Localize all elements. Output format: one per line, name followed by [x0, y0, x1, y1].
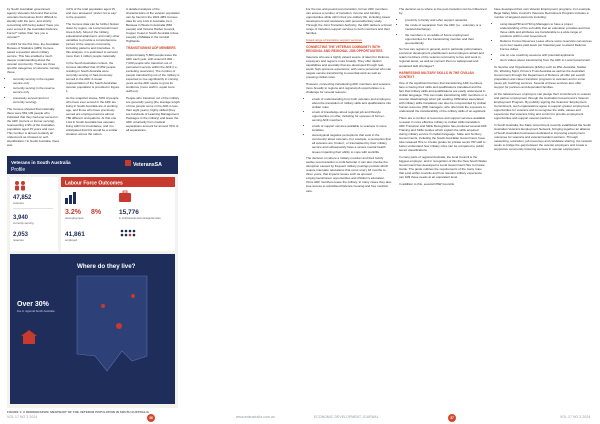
program-element-item: • one on one coaching sessions with potential applicants	[500, 53, 592, 57]
challenge-item: • stereotypical negative perceptions that exist in the community about veterans. For example, a perception that all veterans are ‘broken’, or traumatised by their military service and subsequently have a severe mental health issues impacting their ability to cope with work/life.	[312, 133, 392, 153]
program-element-list	[494, 22, 592, 63]
program-element-item: • using ideas/HR and Hiring Managers to have a proper understanding of the soft skills that an education provides and how those skills and attributes are transferable to a wide range of positions within Local Government	[500, 22, 592, 38]
left-col2-paragraph: 4.0% of the total population aged 15 and over answered “prefer not to say” to the question.	[66, 7, 117, 20]
left-col3-paragraph: A detailed analysis of the characteristics of the veteran population can be found in the 2021 ABS Census data for any LGA in Australia, be it Barossa in Western Australia (650 people) and Victoria Harbor Council, Copper Coast in South Australia (close people) of Mallala in the Central Highlands.	[126, 7, 180, 44]
right-col1-paragraph: However, connecting transitioning ADF members and veterans more broadly to regions and regional job opportunities is a challenge for several reasons:	[306, 82, 391, 95]
influence-list	[399, 18, 487, 45]
where-value: Over 30%	[17, 301, 49, 308]
volume-left: VOL 17 NO 3 2024	[7, 415, 38, 419]
veterans-infographic	[7, 156, 178, 408]
labour-stat-3-value: 41,861	[65, 231, 85, 238]
section-heading-connecting: CONNECTING THE VETERAN COMMUNITY WITH REGIONAL AND REGIONAL JOB OPPORTUNITIES	[306, 44, 383, 54]
infographic-graphic	[7, 156, 178, 408]
influence-item: • the mode of separation from the ADF (i.e., voluntary or a medical discharge)	[405, 23, 487, 31]
labour-stat-3-label: employed	[65, 238, 78, 242]
right-column-1	[306, 7, 392, 195]
stat-serving-value: 3,940	[13, 215, 29, 221]
section-heading-harnessing: HARNESSING MILITARY SKILLS IN THE CIVILIAN CONTEXT	[399, 70, 474, 79]
stat-serving-label: currently serving	[13, 221, 34, 225]
right-column-3	[494, 7, 592, 154]
left-col1-paragraph: In 2021 for the first time, the Australian Bureau of Statistics (ABS) Census asked a question about military service. This has enabled a much deeper understanding about the veteran community. There are three specific categories of veterans, namely those:	[7, 41, 60, 75]
where-label: live in regional South Australia	[17, 309, 55, 313]
right-col1-paragraph: The decision on where a military member and their family settles post-transition is multi-factorial. It can also involve the disruption caused by frequent military postings periods which require interstate relocations that occur every 18 months to three years, that impacts issues such as spousal employment/career opportunities and children’s education. Once ADF members leave the military, in many cases they also lose access to subsidised Defence housing and free medical care.	[306, 156, 392, 193]
page-number-left: 36	[147, 414, 155, 422]
volume-right: VOL 17 NO 3 2024	[560, 415, 591, 419]
right-col2-paragraph: The decision as to where to live post-transition can be influenced by:	[399, 7, 487, 16]
right-col1-paragraph: For the two-and-pound post-transition, former ADF members can access a number of transition, income and funding opportunities while still in their pre-military life, including career development and assistance with personal/tertiary study. Through the Joint Transition Authority, the ADF delivers a broad range of transition support services to both members and their families.	[306, 7, 392, 36]
where-title: Where do they live?	[77, 263, 136, 270]
left-col1-paragraph: by South Australian government agency Veterans SA found that some veterans themselves find it difficult to identify with the term, and shortly recounting with being asked “have you ever served in the Australian Defence Force?” rather than “are you a veteran?”	[7, 7, 59, 40]
challenge-list	[306, 97, 392, 154]
infographic-title: Veterans in South Australia	[11, 160, 71, 165]
left-col3-paragraph: People who transition out of the military are generally young (the average length of time people serve in the ADF is less than eight years), highly skilled (they are hundreds of Learning Management Packages in the military) and leave the ADF voluntarily from medical separations account for around 70% of all separations.	[126, 95, 180, 132]
right-col2-paragraph: One of the significant barriers that transitioning ADF members face is having their skills and qualifications translated and the fact that military skills and qualifications are easily understood in civilian language. This can make transitioning ADF members or a veteran disadvantage when job seeking. Difficulties associated with military skills translation can also be compounded by civilian human resource (HR) managers, who often lack the exposure to understand the transferability of the military skills of an applicant.	[399, 80, 487, 114]
right-column-2	[399, 7, 487, 188]
infographic-subtitle: Profile	[11, 167, 26, 173]
labour-stat-1-label: unemployment	[65, 216, 84, 220]
figure-caption: FIGURE 1: A DEMOGRAPHIC SNAPSHOT OF THE VETERAN POPULATION IN SOUTH AUSTRALIA	[7, 410, 149, 414]
brand-name: VeteransSA	[133, 162, 162, 168]
left-column-2	[66, 7, 120, 139]
challenge-item: • a lack of support services available to veterans in some localities	[312, 124, 392, 132]
right-col3-paragraph: In South Australia, the State Government recently established the South Australian Veterans Employment Network, bringing together an alliance of South Australian businesses dedicated to improving employment outcomes for veterans and veteran/resident partners. Through networking, education, job resources and candidate sharing, the network seeks to bridge the gap between the veteran employers and create a supportive community fostering success in veteran employment.	[494, 122, 592, 151]
right-col2-paragraph: In addition to this, several NSW Councils	[399, 181, 455, 186]
stat-veterans-label: veterans	[13, 201, 24, 205]
influence-item: • proximity to family and other support networks	[405, 18, 487, 22]
left-col2-paragraph: In the South Australian context, the Census identified that 47,852 people residing in South Australia were currently serving or had previously served in the ADF. A visual representation of the South Australian veteran population is provided in Figure 1.	[66, 60, 120, 94]
veteran-category-item: • currently serving in the reserve service only	[13, 86, 60, 94]
labour-stat-4-label: in professional and managerial roles	[119, 217, 161, 220]
program-element-item: • Defence Forces Reserves Leave where some reservists can access up to four weeks paid leave per financial year to attend Defence Forces duties	[500, 39, 592, 51]
veteran-category-list	[7, 77, 60, 104]
right-col3-paragraph: have developed their own Veteran Employment programs. For example, Bega Valley Shire Council’s Veterans Recruitment Program includes a number of targeted elements including:	[494, 7, 592, 20]
right-col2-paragraph: In many parts of regional Australia, the local Council is the biggest employer, and in recognition of this the New South Wales Government has developed a Local Government Hire to Create Guide. The guide outlines the requirements of the many roles that exist within councils and how relevant military experience can fulfil these needs at an equivalent level.	[399, 154, 487, 179]
left-column-3	[126, 7, 180, 135]
stat-reserves-value: 2,053	[13, 232, 29, 238]
stat-reserves-label: reserves	[13, 238, 24, 242]
labour-stat-1-value: 3.2%	[65, 209, 81, 216]
program-element-item: • short videos about transitioning from the ADF to Local Government.	[500, 58, 592, 62]
labour-force-title: Labour Force Outcomes	[65, 180, 123, 187]
transition-support-link[interactable]: broad range of transition support services	[306, 37, 363, 42]
right-col2-paragraph: So how can regions in general, and in particular policymakers, economic development practitioners and employers attract and retain members of the veteran community to live and work in regional areas, as well as connect them to widespread and sustained skill shortages?	[399, 47, 484, 68]
veteran-category-item: • previously served (and not currently serving).	[13, 96, 60, 104]
left-col2-paragraph: As the snapshot shows, 50% of people who have ever served in the ADF are living in South Australia are of working age, and those who have previously served are employed across almost 780 different occupations. At that one LGA in South Australia has veterans living within its boundaries, and it is anticipated that this would be a similar situation across the nation.	[66, 95, 119, 137]
journal-name: ECONOMIC DEVELOPMENT JOURNAL	[314, 415, 379, 419]
labour-stat-2-value: 8%	[91, 209, 102, 216]
right-col3-paragraph: At the national level, employers can pledge their commitment to veteran and partner employment through the Australian Government’s Veteran Employment Program. By publicly signing the Veterans’ Employment Commitment, such organisations agree to support greater employment opportunities for veterans and to recognise the skills, values and experience that veterans bring and commit to provide employment opportunities and support veteran partners.	[494, 91, 591, 121]
right-col3-paragraph: To Service and Organisations (ESOs) such as RSL Australia, Soldier On, Working Spirit, Prince’s Trust Australia as well as the Australian Government through the Department of Defence all offer job search preparation and career transition programs to veterans and in some cases job matching services. Several of these services also offer support for partners and dependent families.	[494, 64, 587, 90]
challenge-item: • a lack of understanding from both veterans and employers about the translation of military skills and qualifications into civilian roles	[312, 97, 392, 109]
veteran-category-item: • currently serving in the regular service only	[13, 77, 60, 85]
challenge-item: • a lack of knowledge about regional job and lifestyle opportunities on offer, including for spouses of former-serving ADF members	[312, 110, 392, 122]
left-column-1	[7, 7, 60, 150]
page-number-right: 37	[448, 414, 456, 422]
section-heading-transitioning: TRANSITIONING ADF MEMBERS	[126, 46, 176, 51]
influence-item: • the members or an adults of future employment opportunities for the transitioning member and their spouse/family.	[405, 33, 487, 45]
left-col3-paragraph: Approximately 5,800 people leave the ADF each year, with around 6,000 – 7,000 people who transition out of permanent service within the ADF (i.e., excluding reservists). The number of people transitioning out of the military is expected to rise significantly in coming years as the ADF seeks to grow its workforce (more staff in, equal more staff out).	[126, 52, 180, 93]
site-url[interactable]: www.edaustralia.com.au	[236, 415, 275, 419]
stat-veterans-value: 47,852	[13, 195, 32, 201]
left-col1-paragraph: The Census showed that nationally there were 581,139 people who indicated that they had ever served in the ADF (current or former serving), representing 2.9% of the Australian population aged 15 years and over. This number is almost certainly an undercount as it based on self-identification.² In South Australia, there was	[7, 106, 60, 148]
left-col2-paragraph: The Census data can be further broken down by region, via Local Government Area (LGA). Most of the military, educational attainment, and many other variables to provide a comprehensive picture of the veteran community, including patterns and intensities. In this analysis, it is estimated to account more than 1 million people nationally.	[66, 21, 120, 59]
labour-stat-4-value: 15,776	[119, 209, 139, 216]
page-footer	[0, 412, 600, 424]
right-col1-paragraph: Veterans who are a highly valued source of talent for Defence employers and region’s more broadly. They offer distinct capabilities and specialty that are developed through real-world, high-pressure experience, with some personnel who can negate service transitioning to essential work as well as pressing civilian roles.	[306, 55, 392, 80]
right-col2-paragraph: There are a number of resources and support services available to assist in more effective military to civilian skills translation. ADF Transition and Skills Recognition has produced several ADF Training and Skills Guides which explain the skills acquired during military service in civilian language. State and Territory Governments, including the South Australian Government, have also released Hire to Create guides for private sector HR staff to better understand how military roles can be compared to public sector classifications.	[399, 115, 487, 153]
right-page	[300, 0, 600, 424]
